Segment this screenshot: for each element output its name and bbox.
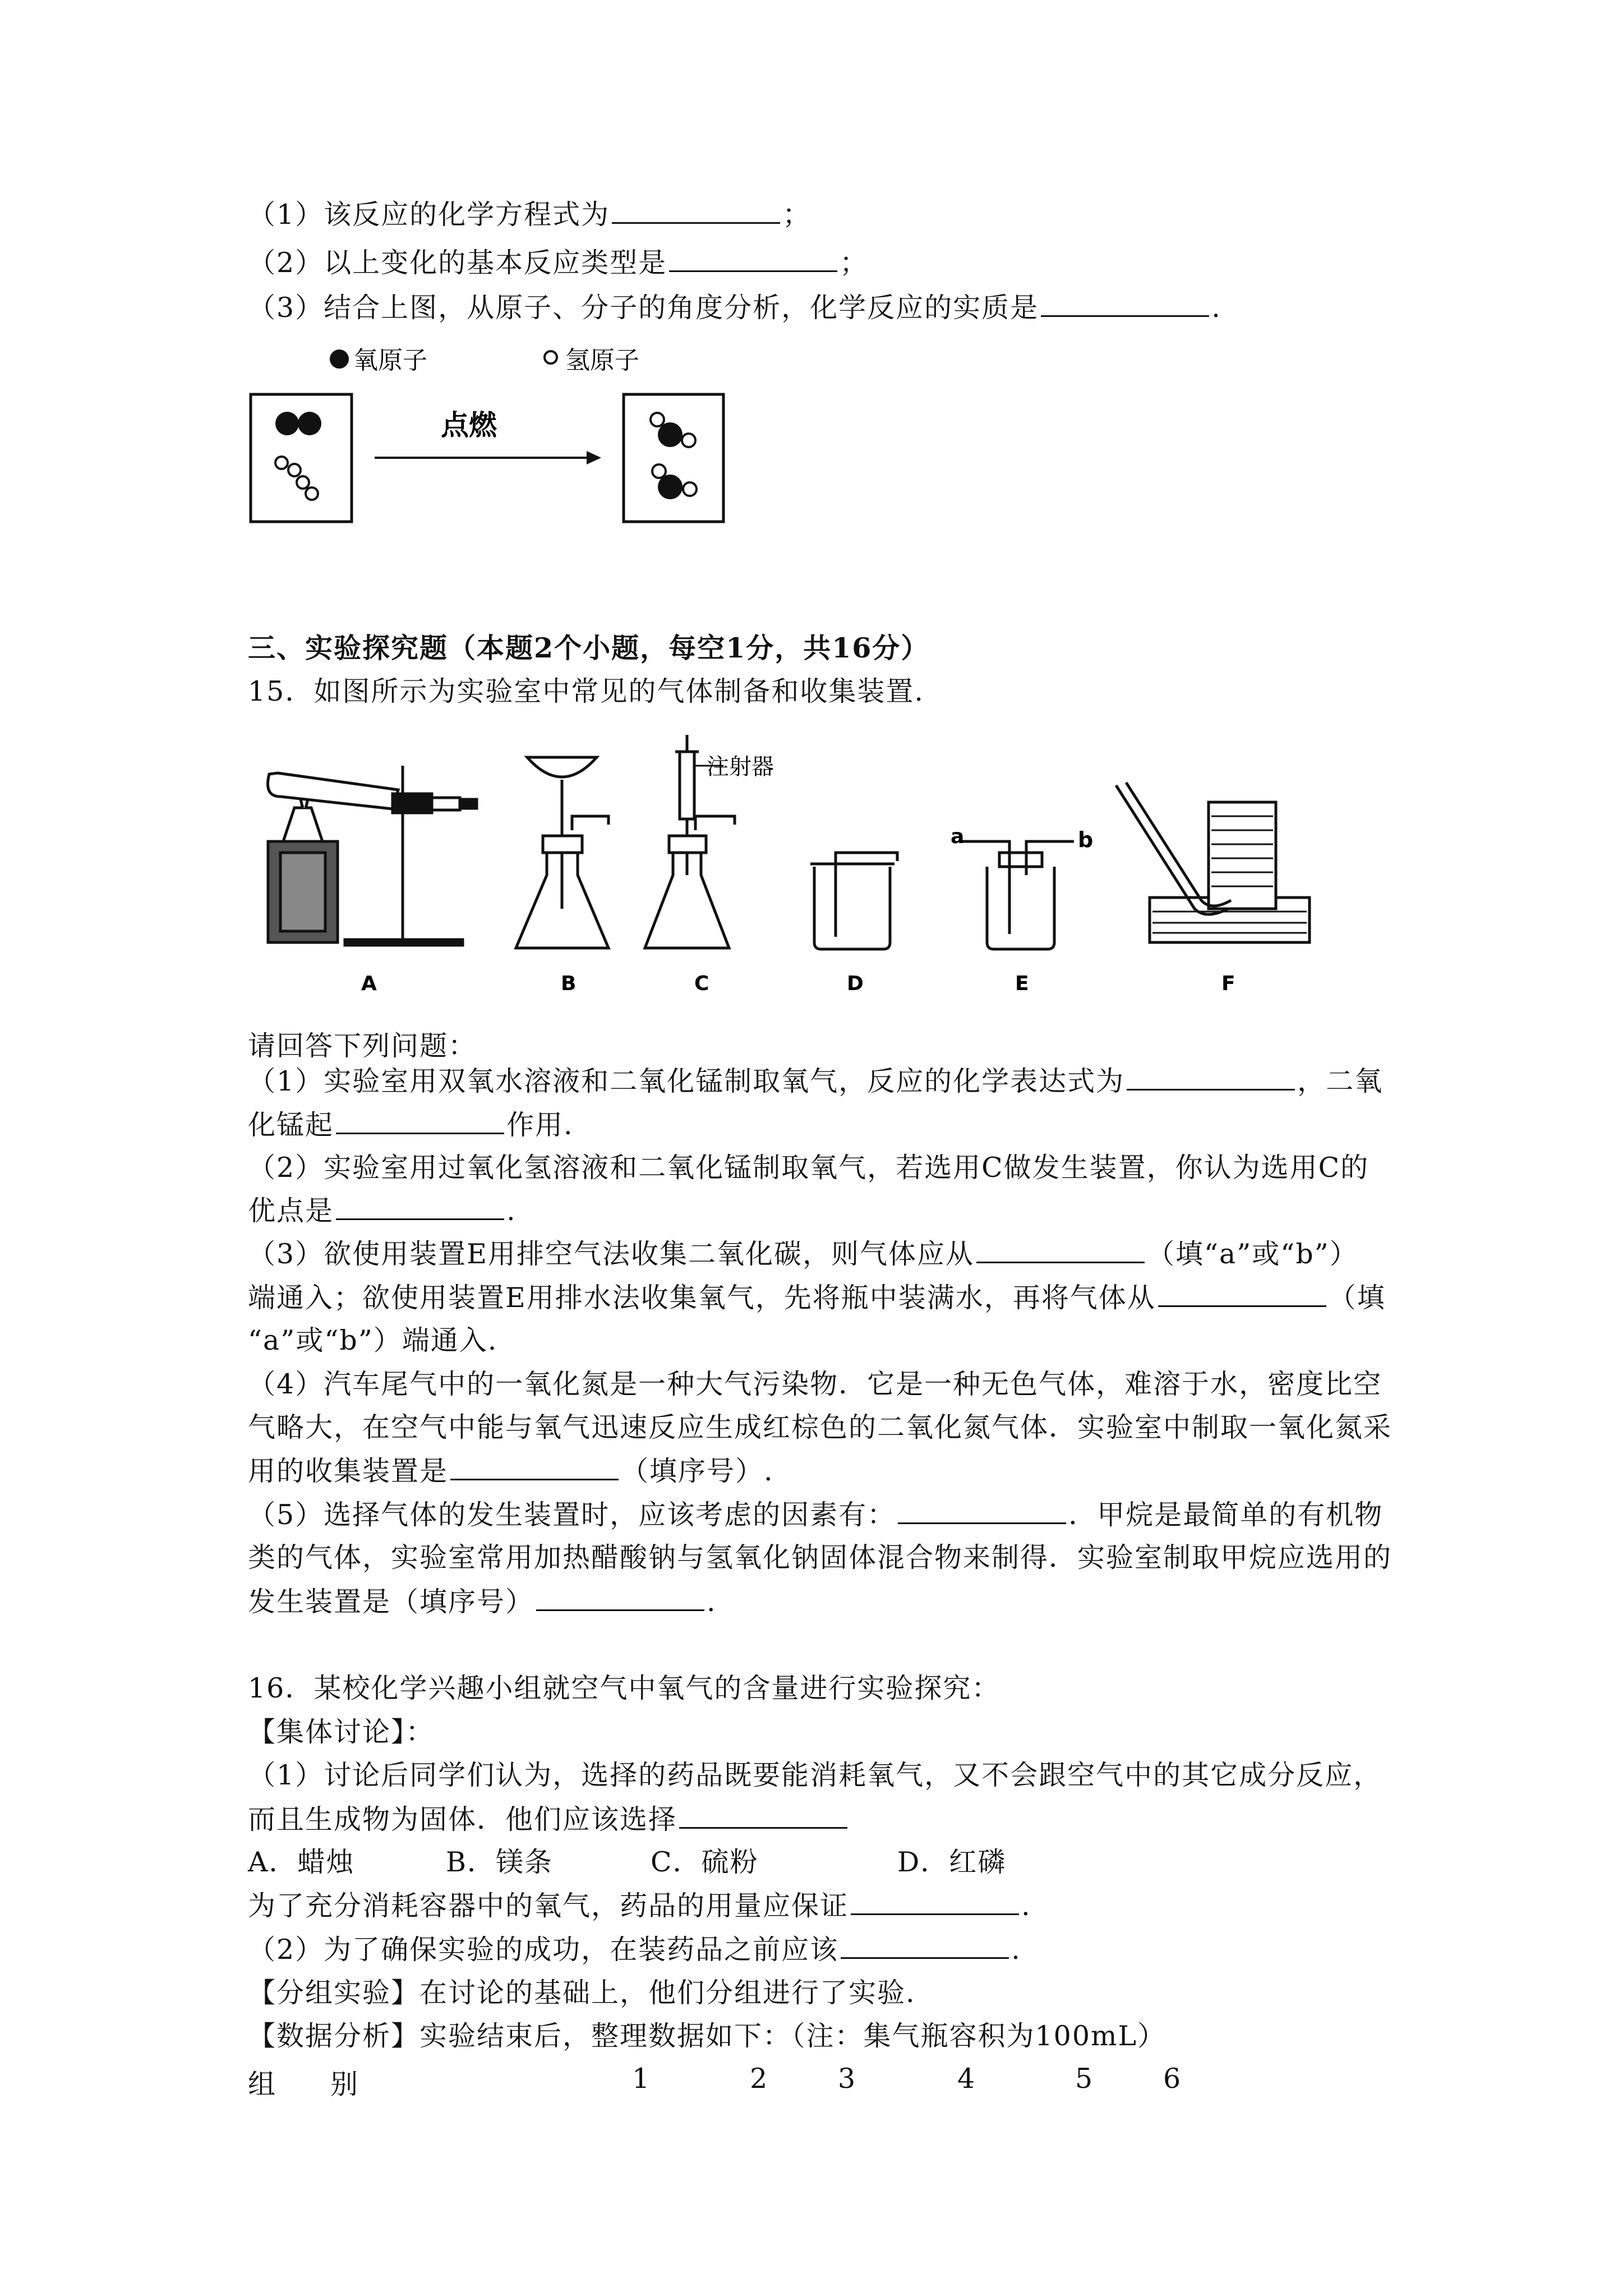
q16-p2-text: （2）为了确保实验的成功，在装药品之前应该 xyxy=(248,1934,839,1966)
apparatus-label-b: B xyxy=(561,972,577,995)
syringe-label: 注射器 xyxy=(707,754,774,780)
answer-blank[interactable] xyxy=(1158,1281,1326,1307)
q15-p2b-end: . xyxy=(506,1195,517,1227)
q15-p1a-text: （1）实验室用双氧水溶液和二氧化锰制取氧气，反应的化学表达式为 xyxy=(248,1065,1125,1097)
q15-prompt: 请回答下列问题： xyxy=(248,1030,477,1062)
group-number: 4 xyxy=(957,2063,975,2095)
answer-blank[interactable] xyxy=(898,1498,1066,1524)
section-title: 三、实验探究题（本题2个小题，每空1分，共16分） xyxy=(248,632,930,664)
q15-p5c xyxy=(248,1585,717,1619)
q14-l2-end: ； xyxy=(840,247,869,279)
q15-p4c-text: 用的收集装置是 xyxy=(248,1455,449,1487)
q15-p2a: （2）实验室用过氧化氢溶液和二氧化锰制取氧气，若选用C做发生装置，你认为选用C的 xyxy=(248,1152,1370,1184)
q14-l2-text: （2）以上变化的基本反应类型是 xyxy=(248,247,667,279)
q15-stem: 15．如图所示为实验室中常见的气体制备和收集装置. xyxy=(248,675,924,707)
apparatus-a xyxy=(268,766,477,945)
apparatus-b xyxy=(516,757,608,948)
q15-p3a-text: （3）欲使用装置E用排空气法收集二氧化碳，则气体应从 xyxy=(248,1238,974,1270)
q14-l3-end: . xyxy=(1211,292,1221,324)
q14-l1-text: （1）该反应的化学方程式为 xyxy=(248,199,610,231)
q15-p5c-text: 发生装置是（填序号） xyxy=(248,1586,534,1618)
q15-p5a-text: （5）选择气体的发生装置时，应该考虑的因素有： xyxy=(248,1499,896,1531)
q15-p3b-end: （填 xyxy=(1328,1282,1386,1314)
q16-p1a: （1）讨论后同学们认为，选择的药品既要能消耗氧气，又不会跟空气中的其它成分反应， xyxy=(248,1759,1382,1791)
q15-p4c-end: （填序号）. xyxy=(621,1455,774,1487)
apparatus-label-e: E xyxy=(1015,972,1029,995)
q16-heading-group: 【分组实验】在讨论的基础上，他们分组进行了实验. xyxy=(248,1977,916,2009)
group-number: 6 xyxy=(1163,2063,1181,2095)
apparatus-d xyxy=(810,853,897,949)
q15-p3c: “a”或“b”）端通入. xyxy=(248,1324,498,1356)
q14-l3-text: （3）结合上图，从原子、分子的角度分析，化学反应的实质是 xyxy=(248,292,1039,324)
q15-p4c xyxy=(248,1454,774,1488)
group-number: 5 xyxy=(1075,2063,1093,2095)
apparatus-label-c: C xyxy=(694,972,709,995)
data-table-header-row xyxy=(248,2063,1201,2100)
q15-p2b-text: 优点是 xyxy=(248,1195,334,1227)
apparatus-f xyxy=(1116,783,1310,942)
group-number: 1 xyxy=(632,2063,650,2095)
answer-blank[interactable] xyxy=(976,1237,1145,1263)
answer-blank[interactable] xyxy=(336,1108,504,1134)
q15-p5b: 类的气体，实验室常用加热醋酸钠与氢氧化钠固体混合物来制得．实验室制取甲烷应选用的 xyxy=(248,1542,1393,1573)
answer-blank[interactable] xyxy=(536,1585,704,1611)
q15-p3a xyxy=(248,1237,1358,1271)
legend-oxygen-label: 氧原子 xyxy=(353,346,427,375)
q16-p1c-end: . xyxy=(1021,1890,1031,1922)
port-a-label: a xyxy=(951,825,965,848)
q16-p1b xyxy=(248,1802,850,1837)
apparatus-label-d: D xyxy=(847,972,864,995)
group-number: 3 xyxy=(838,2063,856,2095)
q16-p1c-text: 为了充分消耗容器中的氧气，药品的用量应保证 xyxy=(248,1890,849,1922)
table-header-label: 组 别 xyxy=(248,2068,358,2100)
port-b-label: b xyxy=(1078,827,1094,852)
q15-p3b-text: 端通入；欲使用装置E用排水法收集氧气，先将瓶中装满水，再将气体从 xyxy=(248,1282,1156,1314)
option-b[interactable]: B．镁条 xyxy=(446,1846,554,1878)
answer-blank[interactable] xyxy=(841,1932,1009,1959)
legend-hydrogen-label: 氢原子 xyxy=(565,346,639,375)
q16-stem: 16．某校化学兴趣小组就空气中氧气的含量进行实验探究： xyxy=(248,1672,1000,1704)
option-c[interactable]: C．硫粉 xyxy=(651,1846,759,1878)
q15-p1b xyxy=(248,1108,574,1142)
apparatus-label-a: A xyxy=(361,972,377,995)
q15-p1b-text: 化锰起 xyxy=(248,1109,334,1141)
q15-p5a xyxy=(248,1498,1383,1532)
q15-p5a-end: ．甲烷是最简单的有机物 xyxy=(1068,1499,1384,1531)
answer-blank[interactable] xyxy=(679,1802,847,1829)
q15-p2b xyxy=(248,1194,517,1228)
answer-blank[interactable] xyxy=(1127,1064,1295,1091)
answer-blank[interactable] xyxy=(336,1194,504,1220)
option-a[interactable]: A．蜡烛 xyxy=(248,1846,355,1878)
answer-blank[interactable] xyxy=(450,1454,619,1480)
apparatus-label-f: F xyxy=(1221,972,1235,995)
q15-p4b: 气略大，在空气中能与氧气迅速反应生成红棕色的二氧化氮气体．实验室中制取一氧化氮采 xyxy=(248,1411,1393,1443)
arrow-label: 点燃 xyxy=(441,409,497,441)
option-d[interactable]: D．红磷 xyxy=(897,1846,1007,1878)
q15-p3a-end: （填“a”或“b”） xyxy=(1146,1238,1358,1270)
q16-p1c xyxy=(248,1889,1031,1923)
answer-blank[interactable] xyxy=(851,1889,1019,1915)
q15-p1b-end: 作用. xyxy=(506,1109,574,1141)
apparatus-e xyxy=(959,841,1074,949)
q16-p1b-text: 而且生成物为固体．他们应该选择 xyxy=(248,1803,677,1835)
q16-p2 xyxy=(248,1932,1021,1967)
q16-heading-discussion: 【集体讨论】： xyxy=(248,1716,435,1748)
q14-l1-end: ； xyxy=(782,199,811,231)
group-number: 2 xyxy=(750,2063,768,2095)
q16-heading-data: 【数据分析】实验结束后，整理数据如下：（注：集气瓶容积为100mL） xyxy=(248,2020,1166,2052)
q15-p1a-end: ，二氧 xyxy=(1297,1065,1384,1097)
q15-p4a: （4）汽车尾气中的一氧化氮是一种大气污染物．它是一种无色气体，难溶于水，密度比空 xyxy=(248,1368,1382,1400)
q15-p1a xyxy=(248,1064,1383,1098)
q16-p2-end: . xyxy=(1011,1934,1021,1966)
q15-p3b xyxy=(248,1281,1386,1315)
q15-p5c-end: . xyxy=(707,1586,717,1618)
